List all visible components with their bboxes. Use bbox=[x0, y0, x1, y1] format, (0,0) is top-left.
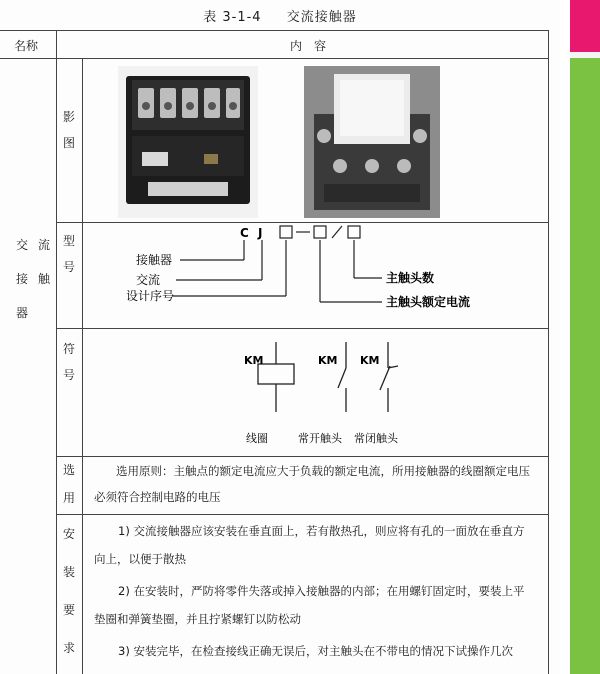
annotation-rated-current: 主触头额定电流 bbox=[386, 295, 471, 309]
symbol-tag-coil: KM bbox=[244, 354, 264, 367]
contactor-photo-right bbox=[304, 66, 440, 218]
device-name-char: 触 bbox=[37, 272, 50, 286]
header-content: 内 容 bbox=[290, 39, 327, 53]
selection-label-char: 用 bbox=[62, 491, 75, 505]
table-caption bbox=[0, 6, 560, 25]
table-right-border bbox=[548, 30, 549, 674]
photo-label-char: 影 bbox=[62, 110, 75, 124]
row-divider-selection bbox=[56, 514, 548, 515]
table-number: 表 3-1-4 bbox=[203, 10, 262, 25]
install-label-char: 装 bbox=[62, 565, 75, 579]
device-name-char: 接 bbox=[15, 272, 28, 286]
device-name-char: 器 bbox=[15, 306, 28, 320]
install-line: 1) 交流接触器应该安装在垂直面上，若有散热孔，则应将有孔的一面放在垂直方 bbox=[118, 524, 525, 538]
symbol-diagram bbox=[84, 330, 548, 454]
table-title: 交流接触器 bbox=[286, 10, 357, 25]
selection-label-char: 选 bbox=[62, 463, 75, 477]
install-line: 2) 在安装时，严防将零件失落或掉入接触器的内部；在用螺钉固定时，要装上平 bbox=[118, 584, 525, 598]
symbol-tag-no: KM bbox=[318, 354, 338, 367]
symbol-caption-no: 常开触头 bbox=[298, 432, 342, 445]
label-col-divider bbox=[82, 58, 83, 674]
install-label-char: 要 bbox=[62, 603, 75, 617]
symbol-label-char: 号 bbox=[62, 368, 75, 382]
install-line: 垫圈和弹簧垫圈，并且拧紧螺钉以防松动 bbox=[94, 612, 301, 626]
annotation-main-contact-count: 主触头数 bbox=[386, 271, 435, 285]
symbol-tag-nc: KM bbox=[360, 354, 380, 367]
install-label-char: 求 bbox=[62, 641, 75, 655]
symbol-label-char: 符 bbox=[62, 342, 75, 356]
symbol-caption-nc: 常闭触头 bbox=[354, 432, 398, 445]
annotation-ac: 交流 bbox=[136, 273, 161, 287]
row-divider-model bbox=[56, 328, 548, 329]
name-col-divider bbox=[56, 30, 57, 674]
annotation-contactor: 接触器 bbox=[136, 253, 173, 267]
device-name-char: 交 bbox=[15, 238, 28, 252]
install-label-char: 安 bbox=[62, 527, 75, 541]
install-line: 3) 安装完毕，在检查接线正确无误后，对主触头在不带电的情况下试操作几次 bbox=[118, 644, 513, 658]
selection-line: 选用原则：主触点的额定电流应大于负载的额定电流，所用接触器的线圈额定电压 bbox=[116, 464, 530, 478]
device-name-char: 流 bbox=[37, 238, 50, 252]
code-letter-c: C bbox=[240, 226, 249, 240]
model-code-diagram bbox=[84, 222, 548, 328]
install-line: 向上，以便于散热 bbox=[94, 552, 186, 566]
header-name: 名称 bbox=[14, 39, 39, 53]
sidebar-accent-green bbox=[570, 58, 600, 674]
photo-label-char: 图 bbox=[62, 136, 75, 150]
model-label-char: 型 bbox=[62, 234, 75, 248]
annotation-design-no: 设计序号 bbox=[126, 289, 175, 303]
sidebar-accent-pink bbox=[570, 0, 600, 52]
contactor-photo-left bbox=[118, 66, 258, 218]
selection-line: 必须符合控制电路的电压 bbox=[94, 490, 221, 504]
row-divider-symbol bbox=[56, 456, 548, 457]
code-letter-j: J bbox=[258, 226, 263, 240]
table-top-border bbox=[0, 30, 548, 31]
symbol-caption-coil: 线圈 bbox=[246, 432, 268, 445]
model-label-char: 号 bbox=[62, 260, 75, 274]
